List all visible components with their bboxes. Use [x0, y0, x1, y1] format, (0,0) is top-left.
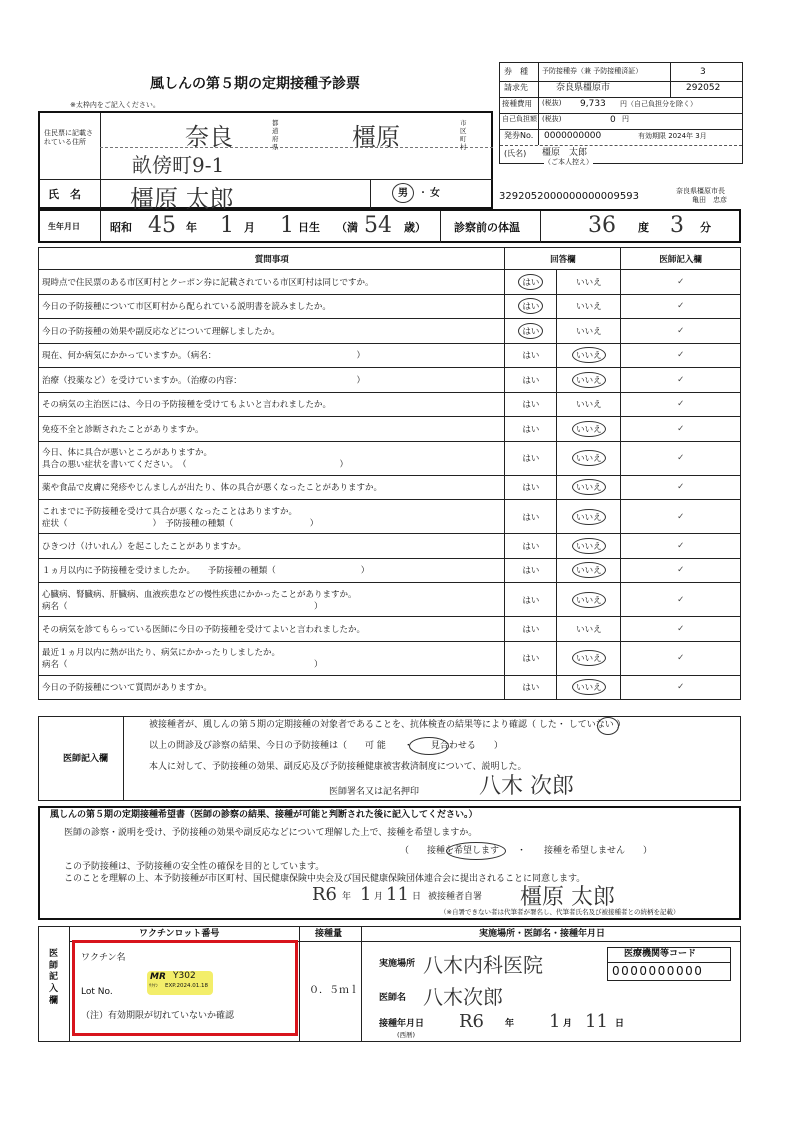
request-line2: （ 接種を希望します ・ 接種を希望しません ） [400, 846, 653, 856]
answer-yes[interactable] [505, 583, 557, 617]
question-row [39, 617, 741, 642]
no-label: いいえ [572, 562, 606, 578]
date-label: 接種年月日 [379, 1019, 425, 1029]
question-text [39, 475, 505, 500]
coupon-name-label: (氏名) [504, 149, 527, 158]
request-date-d-u: 日 [412, 892, 422, 902]
vacc-date-y: 年 [505, 1019, 515, 1029]
dose: ０．５ｍｌ [309, 985, 359, 996]
doctor-check[interactable]: ✓ [621, 417, 741, 442]
address-label: 住民票に記載されている住所 [44, 129, 93, 146]
question-text [39, 441, 505, 475]
question-row [39, 475, 741, 500]
doctor-check[interactable]: ✓ [621, 294, 741, 319]
no-label: いいえ [572, 450, 606, 466]
questions-table [38, 247, 741, 700]
sex-dot: ・ [418, 188, 428, 199]
answer-yes[interactable] [505, 392, 557, 417]
age-unit: 歳） [404, 221, 426, 234]
ticket-no: 0000000000 [544, 131, 602, 141]
answer-no[interactable] [557, 675, 621, 700]
vacc-date-m[interactable]: 1 [549, 1011, 561, 1032]
doctor-check[interactable]: ✓ [621, 583, 741, 617]
yes-label: はい [522, 454, 540, 464]
fee-tax: (税抜) [542, 99, 562, 107]
sex-male[interactable]: 男 [398, 188, 408, 199]
issuer: 奈良県橿原市長 [676, 187, 725, 195]
question-text [39, 675, 505, 700]
place-name[interactable]: 八木内科医院 [423, 953, 543, 977]
sticker-lot: Y302 [173, 971, 196, 981]
doctor-line1: 被接種者が、風しんの第５期の定期接種の対象者であることを、抗体検査の結果等により確認（ した・ していない ） [149, 720, 626, 730]
no-label: いいえ [576, 624, 602, 635]
copay-unit: 円 [622, 115, 629, 123]
question-text [39, 558, 505, 583]
vacc-date-m-u: 月 [563, 1019, 573, 1029]
lot-header: ワクチンロット番号 [139, 929, 220, 939]
question-text [39, 319, 505, 344]
name-label: 氏 名 [48, 188, 81, 201]
question-text [39, 294, 505, 319]
question-line: 現在、何か病気にかかっていますか。（病名： ） [42, 351, 366, 362]
doctor-section [38, 716, 741, 801]
birth-day[interactable]: 1 [280, 213, 294, 238]
no-label: いいえ [576, 326, 602, 337]
no-label: いいえ [572, 538, 606, 554]
doctor-check[interactable]: ✓ [621, 475, 741, 500]
birth-row [38, 209, 741, 243]
doctor-check[interactable]: ✓ [621, 368, 741, 393]
vaccine-side-label: 医師記入欄 [49, 949, 59, 1006]
city-label: 市区町村 [460, 119, 467, 152]
question-row [39, 368, 741, 393]
sex-female[interactable]: 女 [430, 188, 440, 199]
page-title: 風しんの第５期の定期接種予診票 [150, 76, 360, 92]
doctor-check[interactable]: ✓ [621, 441, 741, 475]
answer-no[interactable] [557, 392, 621, 417]
vacc-date-d-u: 日 [615, 1019, 625, 1029]
request-foot: （※自署できない者は代筆者が署名し、代筆者氏名及び被接種者との続柄を記載） [440, 908, 680, 916]
no-label: いいえ [572, 592, 606, 608]
lot-label: Lot No. [81, 987, 113, 997]
doctor-check[interactable]: ✓ [621, 534, 741, 559]
no-label: いいえ [576, 302, 602, 313]
question-row [39, 294, 741, 319]
no-label: いいえ [572, 650, 606, 666]
yes-label: はい [522, 483, 540, 494]
coupon-type-no: 3 [700, 67, 706, 77]
no-label: いいえ [572, 421, 606, 437]
request-date-era[interactable]: R6 [312, 884, 338, 905]
question-row [39, 392, 741, 417]
yes-label: はい [522, 683, 540, 694]
answer-no[interactable] [557, 534, 621, 559]
issuer-name: 亀田 忠彦 [692, 196, 727, 204]
question-text [39, 417, 505, 442]
facility-code-box [607, 947, 731, 981]
copay-label: 自己負担額 [502, 115, 537, 123]
doctor-name-label: 医師名 [379, 993, 407, 1003]
doctor-sign-label: 医師署名又は記名押印 [329, 787, 420, 797]
yes-label: はい [522, 624, 540, 635]
no-label: いいえ [572, 479, 606, 495]
birth-year[interactable]: 45 [148, 213, 176, 238]
answer-no[interactable] [557, 558, 621, 583]
doctor-sign[interactable]: 八木 次郎 [479, 774, 574, 799]
question-text [39, 617, 505, 642]
yes-label: はい [522, 566, 540, 577]
answer-yes[interactable] [505, 368, 557, 393]
question-line: 治療（投薬など）を受けていますか。（治療の内容： ） [42, 375, 366, 386]
doctor-check[interactable]: ✓ [621, 617, 741, 642]
copay-tax: (税抜) [542, 115, 562, 123]
question-line: その病気の主治医には、今日の予防接種を受けてもよいと言われましたか。 [42, 400, 332, 411]
question-line2: 症状（ ） 予防接種の種類（ ） [42, 518, 319, 529]
answer-no[interactable] [557, 641, 621, 675]
coupon-type-label: 券 種 [504, 67, 528, 76]
question-text [39, 641, 505, 675]
lot-highlight [72, 940, 298, 1036]
question-row [39, 417, 741, 442]
yes-label: はい [522, 595, 540, 606]
answer-no[interactable] [557, 417, 621, 442]
birth-month[interactable]: 1 [220, 213, 234, 238]
answer-no[interactable] [557, 294, 621, 319]
request-date-d[interactable]: 11 [386, 884, 409, 905]
question-text [39, 270, 505, 295]
answer-yes[interactable] [505, 500, 557, 534]
copay-amount: 0 [610, 115, 616, 125]
question-row [39, 343, 741, 368]
request-date-m[interactable]: 1 [360, 884, 372, 905]
answer-no[interactable] [557, 343, 621, 368]
no-label: いいえ [572, 347, 606, 363]
yes-label: はい [522, 424, 540, 435]
coupon-type: 予防接種券（兼 予防接種済証） [542, 67, 643, 75]
sticker-exp: EXP.2024.01.18 [165, 983, 208, 989]
yes-label: はい [522, 351, 540, 362]
barcode-number: 3292052000000000009593 [499, 191, 639, 202]
question-text [39, 534, 505, 559]
coupon-name-note: （ご本人控え） [544, 158, 593, 166]
yes-label: はい [522, 400, 540, 411]
answer-no[interactable] [557, 500, 621, 534]
doctor-check[interactable]: ✓ [621, 675, 741, 700]
answer-yes[interactable] [505, 641, 557, 675]
applicant-box [38, 111, 493, 213]
doctor-line2: 以上の問診及び診察の結果、今日の予防接種は（ 可 能 ・ 見合わせる ） [149, 741, 503, 751]
question-line: ひきつけ（けいれん）を起こしたことがありますか。 [42, 541, 247, 552]
billing-city: 奈良県橿原市 [556, 83, 611, 93]
expiry: 有効期限 2024年 3月 [638, 132, 707, 140]
doctor-line3: 本人に対して、予防接種の効果、副反応及び予防接種健康被害救済制度について、説明した。 [149, 762, 527, 772]
question-line: 今日の予防接種について市区町村から配られている説明書を読みましたか。 [42, 302, 331, 313]
question-line: その病気を診てもらっている医師に今日の予防接種を受けてよいと言われましたか。 [42, 624, 366, 635]
q-header: 質問事項 [39, 248, 505, 270]
birth-month-unit: 月 [244, 221, 255, 234]
question-row [39, 583, 741, 617]
doctor-check[interactable]: ✓ [621, 270, 741, 295]
temp-frac[interactable]: 3 [670, 213, 684, 238]
pref-label: 都道府県 [272, 119, 279, 152]
address-pref[interactable]: 奈良 [185, 123, 233, 151]
applicant-name[interactable]: 橿原 太郎 [130, 185, 234, 213]
place-header: 実施場所・医師名・接種年月日 [479, 929, 606, 939]
question-line: 今日、体に具合が悪いところがありますか。 [42, 448, 213, 458]
question-text [39, 583, 505, 617]
note: ※太枠内をご記入ください。 [70, 101, 160, 109]
question-row [39, 441, 741, 475]
facility-code-label: 医療機関等コード [624, 949, 697, 959]
answer-yes[interactable] [505, 441, 557, 475]
birth-era: 昭和 [110, 221, 132, 234]
answer-yes[interactable] [505, 475, 557, 500]
question-text [39, 343, 505, 368]
request-title: 風しんの第５期の定期接種希望書（医師の診察の結果、接種が可能と判断された後に記入してください。） [50, 810, 478, 820]
no-label: いいえ [576, 277, 602, 288]
answer-yes[interactable] [505, 558, 557, 583]
question-row [39, 558, 741, 583]
yes-label: はい [522, 654, 540, 664]
request-date-y: 年 [342, 892, 352, 902]
answer-no[interactable] [557, 368, 621, 393]
doctor-label: 医師記入欄 [63, 754, 109, 764]
question-line: １ヵ月以内に予防接種を受けましたか。 予防接種の種類（ ） [42, 566, 370, 577]
doctor-check[interactable]: ✓ [621, 500, 741, 534]
coupon-box [499, 62, 743, 164]
answer-yes[interactable] [505, 675, 557, 700]
vacc-date-d[interactable]: 11 [585, 1011, 608, 1032]
sticker-brand: MR [150, 972, 166, 982]
doctor-check[interactable]: ✓ [621, 343, 741, 368]
doctor-check[interactable]: ✓ [621, 641, 741, 675]
question-line: これまでに予防接種を受けて具合が悪くなったことはありますか。 [42, 506, 298, 517]
date-sub: (西暦) [397, 1031, 416, 1039]
answer-yes[interactable] [505, 294, 557, 319]
question-row [39, 534, 741, 559]
answer-no[interactable] [557, 319, 621, 344]
answer-no[interactable] [557, 583, 621, 617]
temp-frac-unit: 分 [700, 221, 711, 234]
expiry-note: （注）有効期限が切れていないか確認 [81, 1011, 235, 1021]
yes-label: はい [518, 298, 543, 314]
temp-deg-unit: 度 [638, 221, 649, 234]
doctor-name[interactable]: 八木次郎 [423, 985, 503, 1009]
answer-yes[interactable] [505, 319, 557, 344]
no-label: いいえ [572, 679, 606, 695]
yes-label: はい [518, 323, 543, 339]
question-row [39, 500, 741, 534]
question-line2: 病名（ ） [42, 601, 323, 612]
doctor-check[interactable]: ✓ [621, 392, 741, 417]
answer-yes[interactable] [505, 417, 557, 442]
birth-day-unit: 日生 [298, 221, 320, 234]
question-line: 今日の予防接種の効果や副反応などについて理解しましたか。 [42, 326, 280, 337]
fee-unit: 円（自己負担分を除く） [620, 100, 697, 108]
question-row [39, 319, 741, 344]
fee-label: 接種費用 [502, 99, 532, 108]
answer-yes[interactable] [505, 270, 557, 295]
a-header: 回答欄 [505, 248, 621, 270]
doctor-check[interactable]: ✓ [621, 319, 741, 344]
doc-header: 医師記入欄 [621, 248, 741, 270]
yes-label: はい [522, 375, 540, 386]
question-line2: 具合の悪い症状を書いてください。 （ ） [42, 460, 349, 470]
dose-header: 接種量 [315, 929, 343, 939]
address-street[interactable]: 畝傍町9-1 [132, 153, 225, 177]
doctor-check[interactable]: ✓ [621, 558, 741, 583]
question-line: 薬や食品で皮膚に発疹やじんましんが出たり、体の具合が悪くなったことがありますか。 [42, 483, 383, 494]
question-row [39, 270, 741, 295]
question-line: 今日の予防接種について質問がありますか。 [42, 683, 212, 694]
answer-yes[interactable] [505, 343, 557, 368]
yes-label: はい [522, 541, 540, 552]
request-sign[interactable]: 橿原 太郎 [520, 885, 615, 910]
temp-label: 診察前の体温 [454, 221, 520, 234]
yes-label: はい [522, 512, 540, 523]
vacc-date-era[interactable]: R6 [459, 1011, 485, 1032]
billing-code: 292052 [686, 83, 721, 93]
question-line: 最近１ヵ月以内に熱が出たり、病気にかかったりしましたか。 [42, 648, 281, 658]
vaccine-name-label: ワクチン名 [81, 953, 126, 963]
address-city[interactable]: 橿原 [352, 123, 400, 151]
temp-deg[interactable]: 36 [588, 213, 616, 238]
fee-amount: 9,733 [580, 99, 606, 109]
question-text [39, 392, 505, 417]
answer-no[interactable] [557, 617, 621, 642]
age-prefix: （満 [336, 221, 358, 234]
answer-yes[interactable] [505, 534, 557, 559]
birth-label: 生年月日 [48, 222, 80, 231]
request-line3: この予防接種は、予防接種の安全性の確保を目的としています。 [64, 862, 325, 872]
coupon-name: 橿原 太郎 [542, 148, 588, 158]
facility-code: 0000000000 [612, 964, 704, 978]
question-row [39, 641, 741, 675]
request-date-m-u: 月 [374, 892, 384, 902]
question-line: 現時点で住民票のある市区町村とクーポン券に記載されている市区町村は同じですか。 [42, 277, 374, 288]
sticker-tag: ﾜｸﾁﾝ [149, 984, 158, 989]
no-label: いいえ [572, 372, 606, 388]
billing-label: 請求先 [504, 83, 528, 92]
answer-no[interactable] [557, 270, 621, 295]
answer-no[interactable] [557, 441, 621, 475]
request-sign-label: 被接種者自署 [428, 892, 483, 902]
question-line: 免疫不全と診断されたことがありますか。 [42, 424, 204, 435]
question-line2: 病名（ ） [42, 660, 323, 670]
no-label: いいえ [572, 509, 606, 525]
age[interactable]: 54 [364, 213, 392, 238]
question-row [39, 675, 741, 700]
no-label: いいえ [576, 400, 602, 411]
question-text [39, 368, 505, 393]
request-line4: このことを理解の上、本予防接種が市区町村、国民健康保険中央会及び国民健康保険団体連合会に提出されることに同意します。 [64, 874, 586, 884]
question-line: 心臓病、腎臓病、肝臓病、血液疾患などの慢性疾患にかかったことがありますか。 [42, 589, 357, 600]
request-line1: 医師の診察・説明を受け、予防接種の効果や副反応などについて理解した上で、接種を希望しますか。 [64, 828, 478, 838]
request-section [38, 806, 741, 920]
birth-year-unit: 年 [186, 221, 197, 234]
place-label: 実施場所 [379, 959, 416, 969]
answer-yes[interactable] [505, 617, 557, 642]
yes-label: はい [518, 274, 543, 290]
ticket-no-label: 発券No. [504, 131, 534, 140]
answer-no[interactable] [557, 475, 621, 500]
question-text [39, 500, 505, 534]
